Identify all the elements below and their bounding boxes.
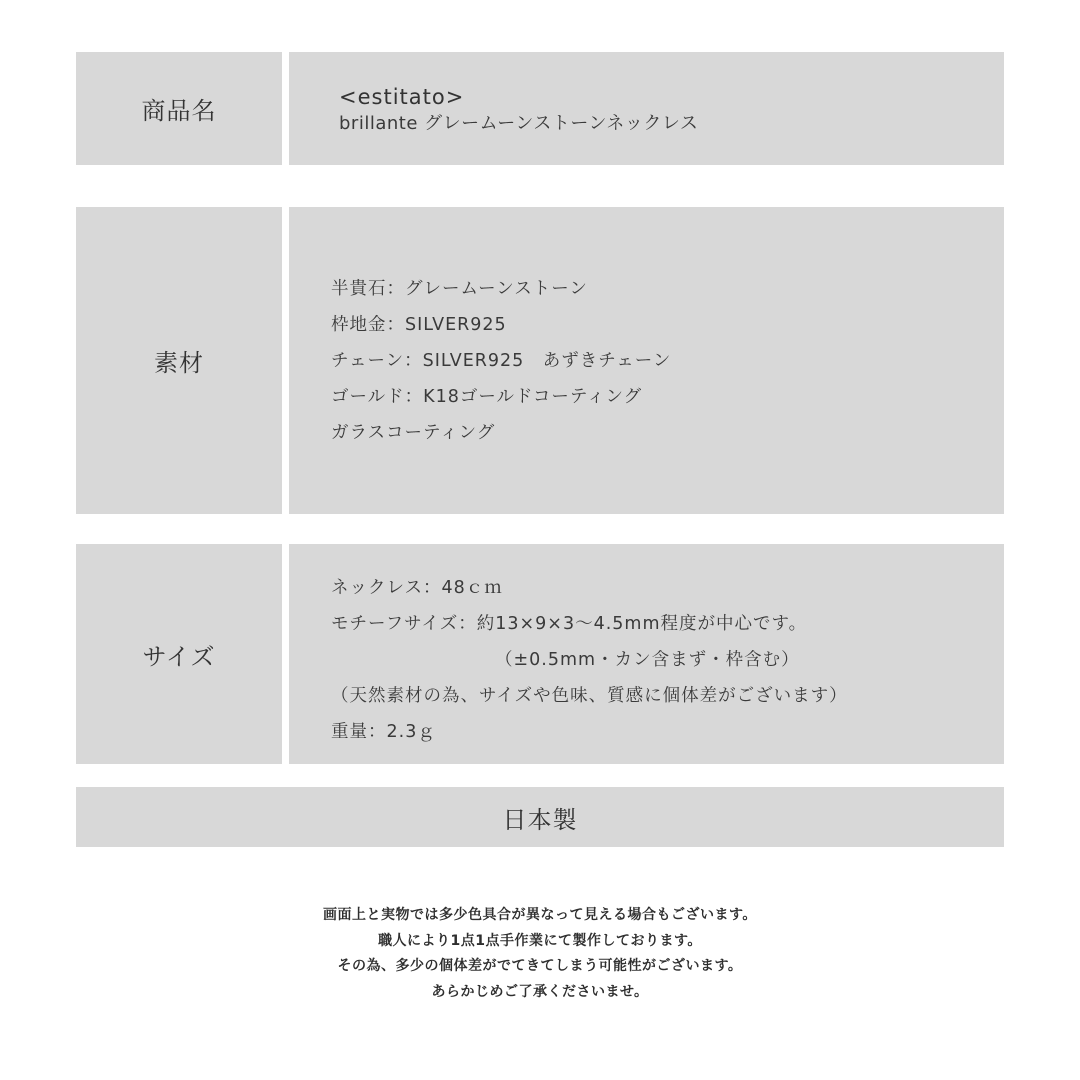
disclaimer-line: 画面上と実物では多少色具合が異なって見える場合もございます。 [323,907,757,923]
materials-line: ゴールド：K18ゴールドコーティング [331,387,643,407]
materials-line: チェーン：SILVER925 あずきチェーン [331,351,672,371]
disclaimer-note [0,903,1080,1005]
size-line: モチーフサイズ：約13×9×3～4.5mm程度が中心です。 [331,614,808,634]
materials-line: 半貴石：グレームーンストーン [331,279,588,299]
disclaimer-line: あらかじめご了承くださいませ。 [431,983,649,1000]
product-name-label-text: 商品名 [141,97,217,125]
size-label-text: サイズ [142,642,216,671]
size-line: （±0.5mm・カン含まず・枠含む） [495,650,800,670]
disclaimer-line: 職人により1点1点手作業にて製作しております。 [378,932,702,949]
materials-list [331,271,671,451]
product-name-label [76,52,282,165]
materials-line: 枠地金：SILVER925 [331,315,507,335]
product-name: brillante グレームーンストーンネックレス [339,113,699,134]
materials-label [76,207,282,514]
size-line: （天然素材の為、サイズや色味、質感に個体差がございます） [331,686,848,706]
size-line: 重量：2.3ｇ [331,722,436,742]
disclaimer-line: その為、多少の個体差がでてきてしまう可能性がございます。 [337,958,743,974]
brand-name: <estitato> [339,85,465,109]
materials-line: ガラスコーティング [331,423,496,443]
materials-value [289,207,1004,514]
size-value [289,544,1004,764]
origin-banner [76,787,1004,847]
size-list [331,570,848,750]
size-label [76,544,282,764]
origin-text: 日本製 [502,805,578,834]
product-name-value [289,52,1004,165]
materials-label-text: 素材 [154,349,204,377]
size-line: ネックレス：48ｃｍ [331,578,503,598]
